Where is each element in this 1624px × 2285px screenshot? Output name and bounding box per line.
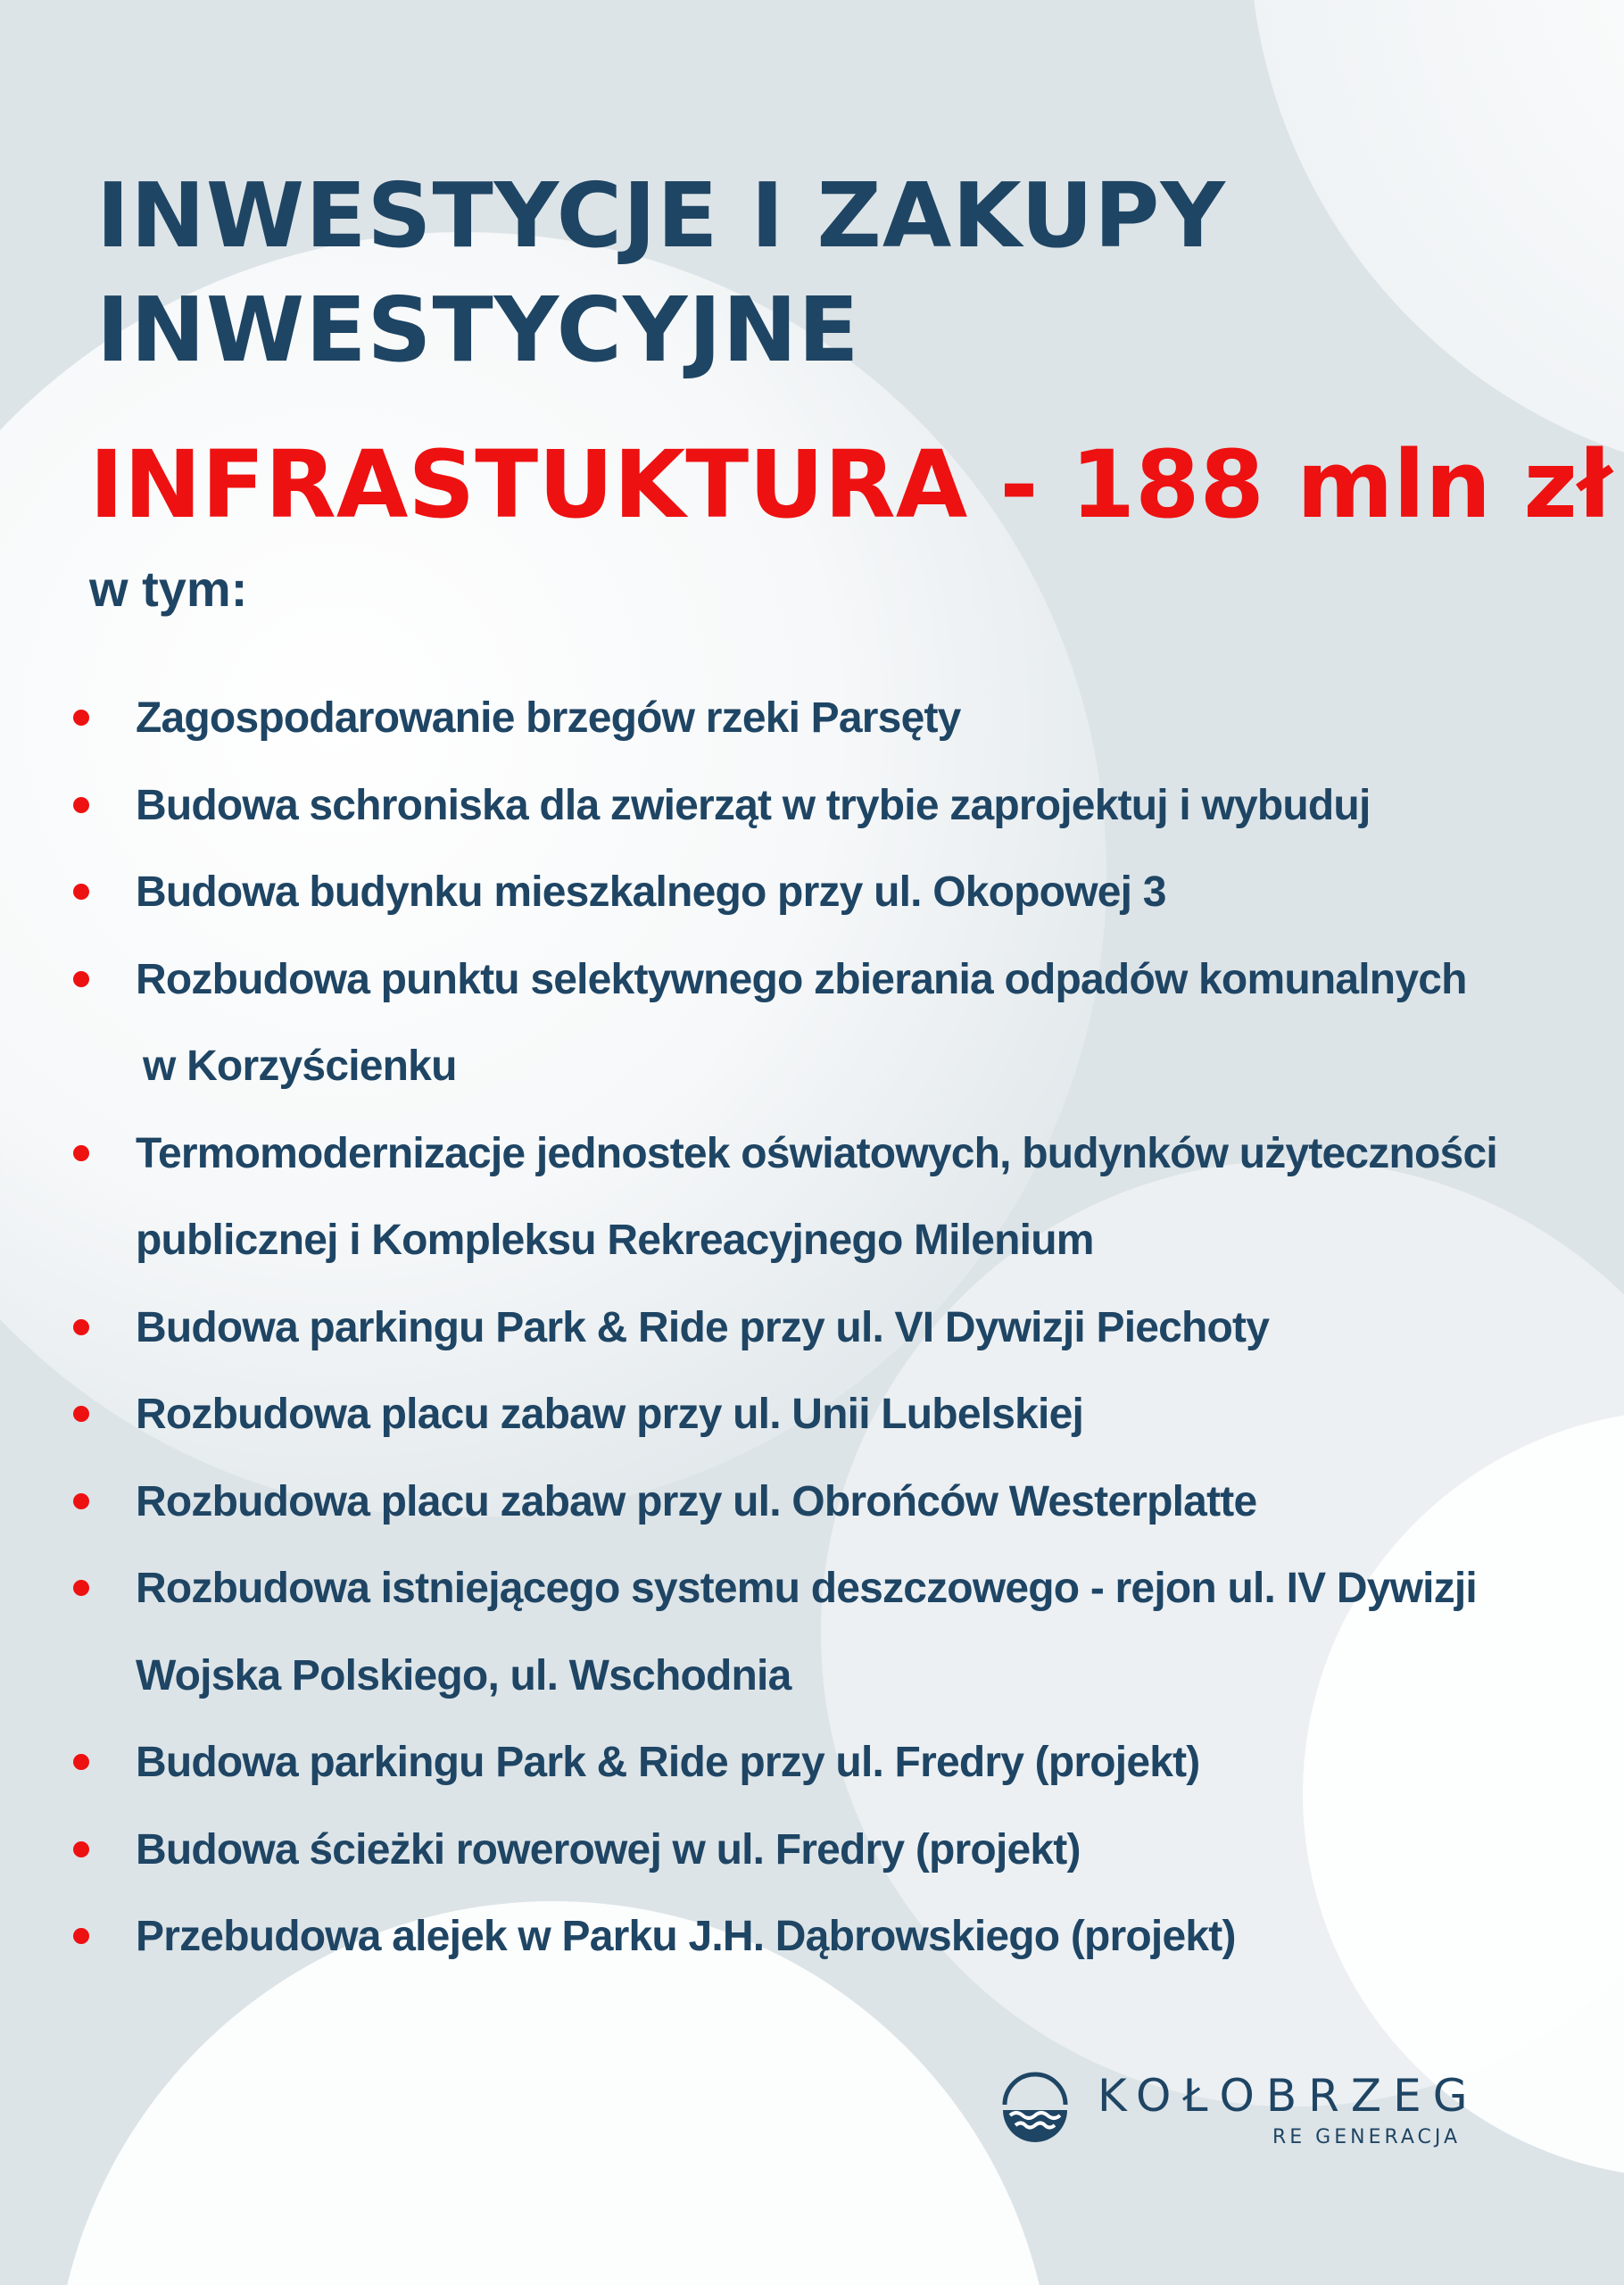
- list-item-text: publicznej i Kompleksu Rekreacyjnego Milenium: [136, 1217, 1094, 1264]
- list-item: [0, 1110, 1528, 1284]
- list-item-text: Zagospodarowanie brzegów rzeki Parsęty: [136, 694, 961, 742]
- logo-tagline: RE GENERACJA: [1272, 2126, 1462, 2148]
- list-item: [0, 762, 1528, 850]
- bullet-icon: [73, 1841, 89, 1857]
- list-item-text: Budowa budynku mieszkalnego przy ul. Okopowej 3: [136, 868, 1166, 916]
- list-item-text: Przebudowa alejek w Parku J.H. Dąbrowskiego (projekt): [136, 1913, 1236, 1960]
- bullet-icon: [73, 1493, 89, 1509]
- bullet-icon: [73, 1580, 89, 1596]
- bullet-icon: [73, 1145, 89, 1161]
- list-item-text: Rozbudowa istniejącego systemu deszczowego - rejon ul. IV Dywizji: [136, 1565, 1477, 1612]
- list-item: [0, 1893, 1528, 1981]
- kolobrzeg-logo: [998, 2069, 1479, 2158]
- page-title-line-1: INWESTYCJE I ZAKUPY: [96, 163, 1226, 268]
- list-item: [0, 936, 1528, 1110]
- list-item: [0, 1284, 1528, 1372]
- kolobrzeg-wave-icon: [998, 2069, 1073, 2144]
- page-title: [96, 159, 1226, 387]
- logo-name: KOŁOBRZEG: [1098, 2070, 1479, 2122]
- bullet-icon: [73, 1754, 89, 1770]
- list-item-text: Budowa ścieżki rowerowej w ul. Fredry (projekt): [136, 1825, 1081, 1874]
- bullet-icon: [73, 1928, 89, 1944]
- list-item: [0, 849, 1528, 936]
- intro-text: w tym:: [89, 561, 248, 617]
- list-item: [0, 1719, 1528, 1807]
- list-item: [0, 1545, 1528, 1719]
- list-item-text: Budowa schroniska dla zwierząt w trybie zaprojektuj i wybuduj: [136, 781, 1371, 829]
- list-item-text: Budowa parkingu Park & Ride przy ul. VI Dywizji Piechoty: [136, 1303, 1270, 1351]
- bullet-icon: [73, 884, 89, 900]
- list-item-text: Rozbudowa placu zabaw przy ul. Obrońców Westerplatte: [136, 1477, 1257, 1525]
- list-item-text: Termomodernizacje jednostek oświatowych, budynków użyteczności: [136, 1129, 1497, 1177]
- list-item-text: Budowa parkingu Park & Ride przy ul. Fredry (projekt): [136, 1739, 1200, 1786]
- list-item: [0, 675, 1528, 762]
- infrastructure-headline: INFRASTUKTURA - 188 mln zł: [89, 430, 1612, 539]
- list-item-text: w Korzyścienku: [143, 1043, 457, 1090]
- list-item-text: Wojska Polskiego, ul. Wschodnia: [136, 1651, 791, 1699]
- bullet-icon: [73, 797, 89, 813]
- bullet-icon: [73, 1319, 89, 1335]
- investment-list: [0, 675, 1624, 1981]
- list-item: [0, 1458, 1528, 1546]
- page-title-line-2: INWESTYCYJNE: [96, 278, 860, 382]
- list-item-text: Rozbudowa punktu selektywnego zbierania odpadów komunalnych: [136, 955, 1467, 1003]
- list-item: [0, 1807, 1528, 1894]
- bullet-icon: [73, 710, 89, 726]
- bullet-icon: [73, 1406, 89, 1422]
- bullet-icon: [73, 971, 89, 987]
- list-item: [0, 1371, 1528, 1458]
- list-item-text: Rozbudowa placu zabaw przy ul. Unii Lubelskiej: [136, 1391, 1084, 1438]
